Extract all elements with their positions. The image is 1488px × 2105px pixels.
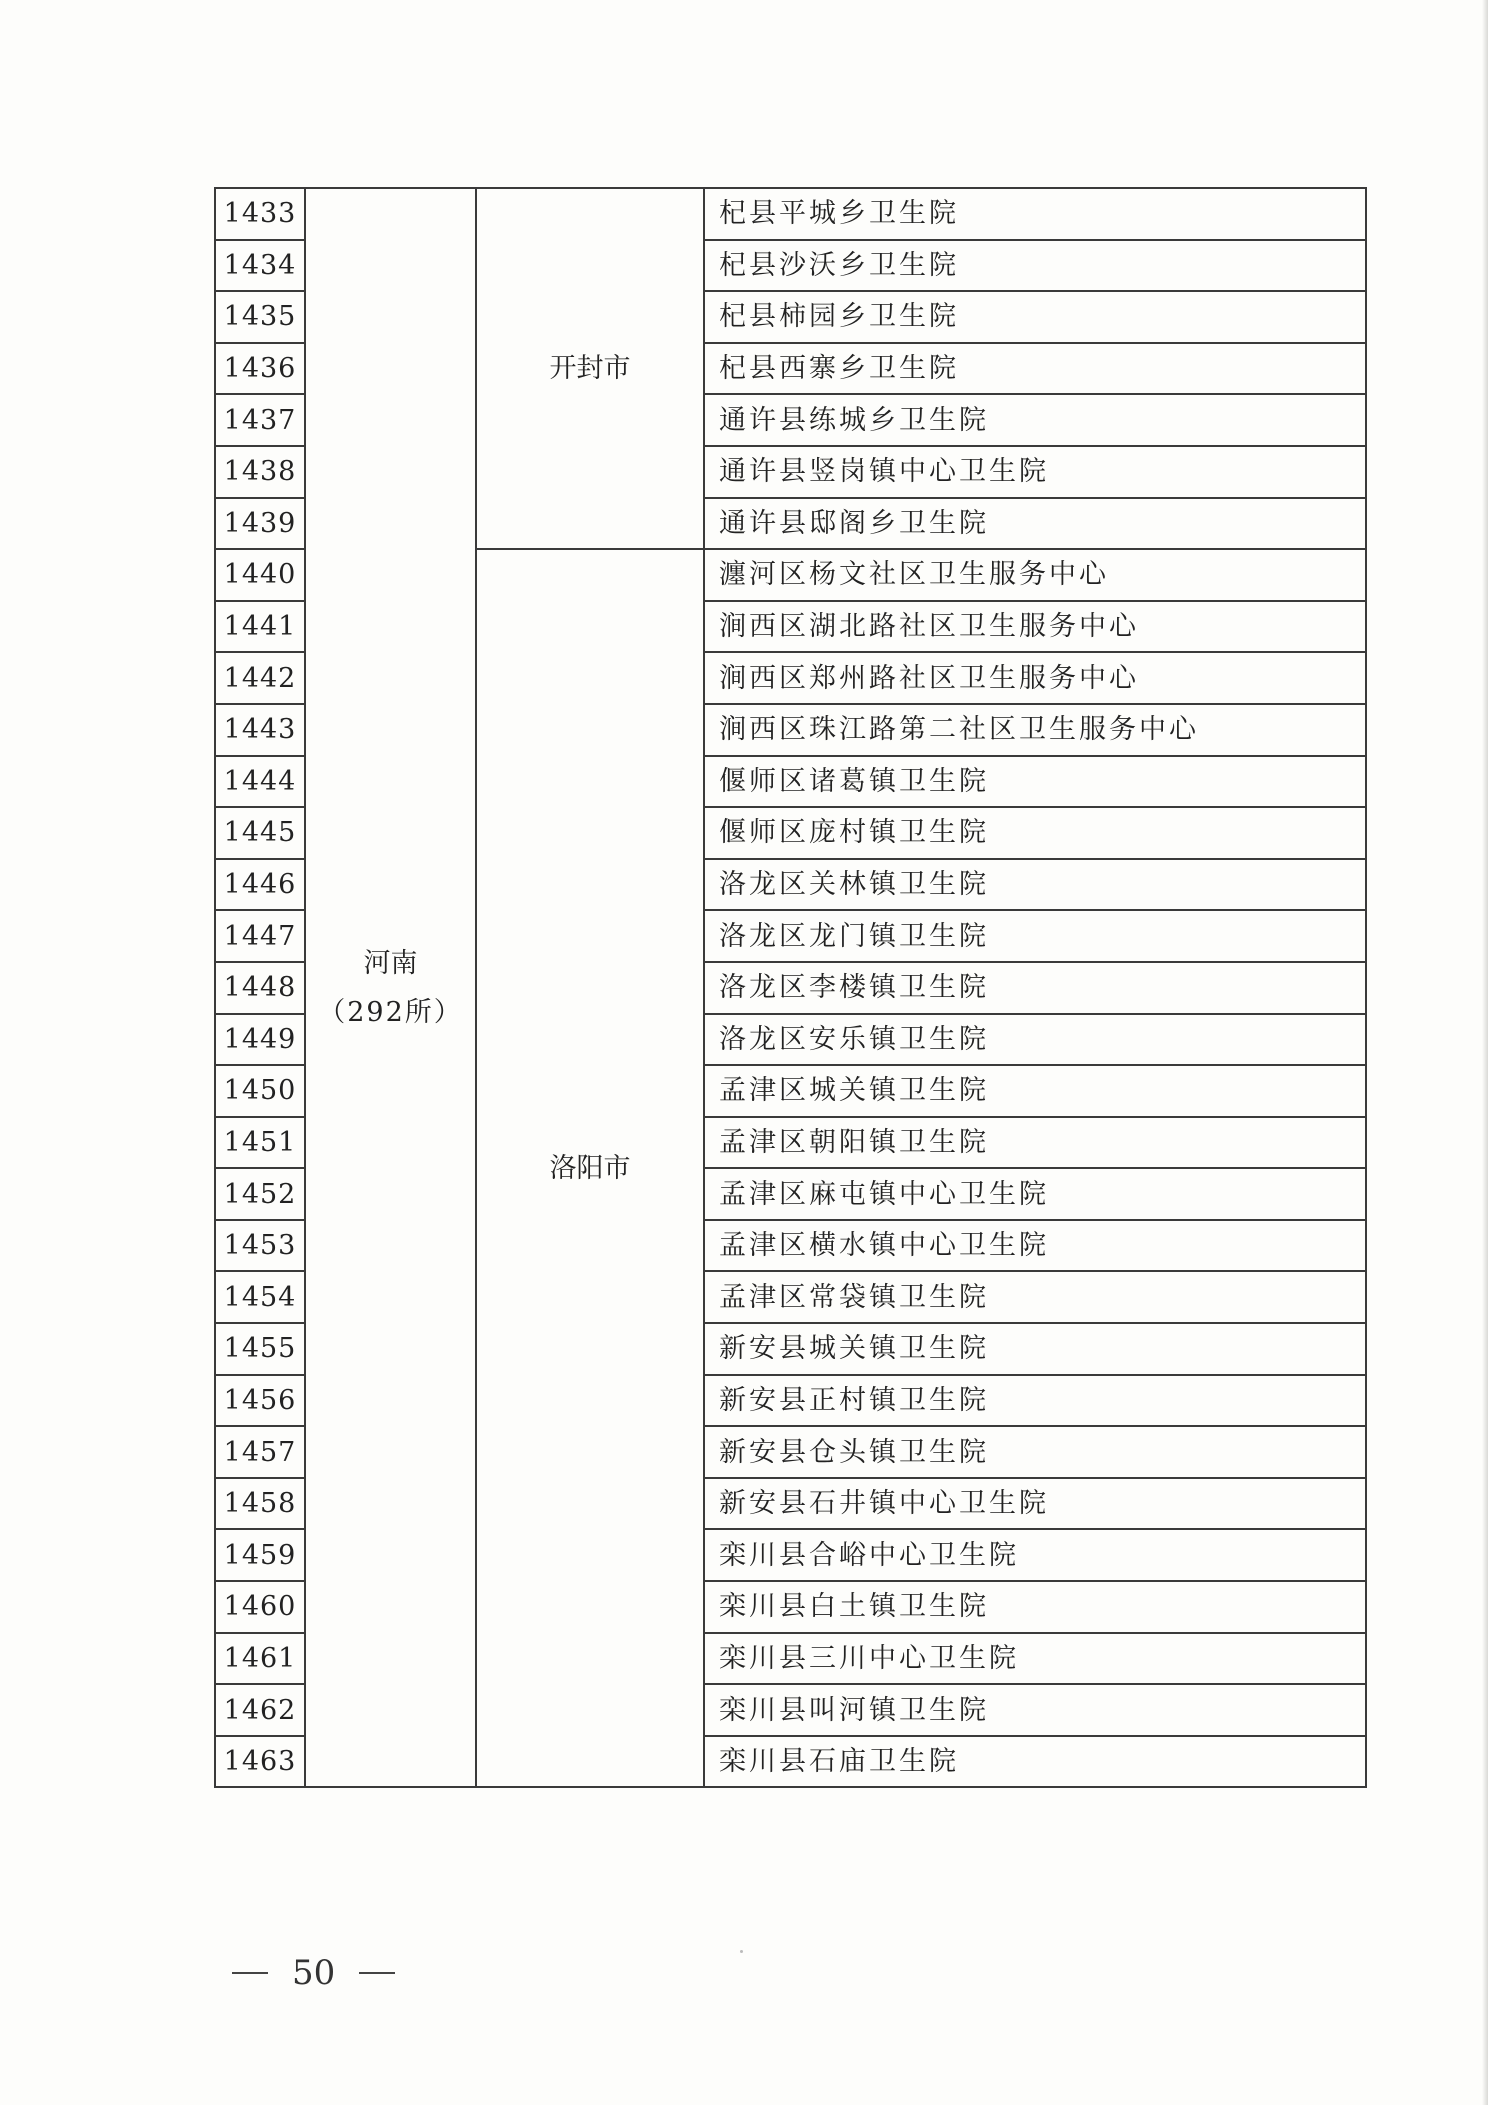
row-number: 1447	[215, 910, 305, 962]
hospital-name: 涧西区郑州路社区卫生服务中心	[704, 652, 1366, 704]
hospital-name: 通许县竖岗镇中心卫生院	[704, 446, 1366, 498]
province-count: （292所）	[318, 996, 463, 1028]
hospital-name: 杞县西寨乡卫生院	[704, 343, 1366, 395]
table-row	[215, 188, 1366, 240]
hospital-name: 偃师区诸葛镇卫生院	[704, 756, 1366, 808]
hospital-name: 偃师区庞村镇卫生院	[704, 807, 1366, 859]
row-number: 1457	[215, 1426, 305, 1478]
row-number: 1450	[215, 1065, 305, 1117]
row-number: 1451	[215, 1117, 305, 1169]
hospital-name: 杞县柿园乡卫生院	[704, 291, 1366, 343]
row-number: 1452	[215, 1168, 305, 1220]
hospital-name: 通许县练城乡卫生院	[704, 394, 1366, 446]
footer-dash-right	[359, 1972, 395, 1974]
hospital-name: 孟津区城关镇卫生院	[704, 1065, 1366, 1117]
row-number: 1458	[215, 1478, 305, 1530]
hospital-name: 洛龙区龙门镇卫生院	[704, 910, 1366, 962]
city-cell: 洛阳市	[476, 549, 704, 1787]
hospital-name: 栾川县石庙卫生院	[704, 1736, 1366, 1788]
hospital-name: 孟津区常袋镇卫生院	[704, 1271, 1366, 1323]
page-footer	[232, 1953, 395, 1993]
row-number: 1456	[215, 1375, 305, 1427]
row-number: 1433	[215, 188, 305, 240]
row-number: 1438	[215, 446, 305, 498]
row-number: 1455	[215, 1323, 305, 1375]
hospital-name: 栾川县叫河镇卫生院	[704, 1684, 1366, 1736]
row-number: 1437	[215, 394, 305, 446]
hospital-roster-table	[214, 187, 1367, 1788]
city-cell: 开封市	[476, 188, 704, 549]
hospital-name: 杞县平城乡卫生院	[704, 188, 1366, 240]
province-name: 河南	[363, 947, 418, 979]
hospital-name: 通许县邸阁乡卫生院	[704, 498, 1366, 550]
hospital-name: 洛龙区安乐镇卫生院	[704, 1014, 1366, 1066]
row-number: 1442	[215, 652, 305, 704]
hospital-name: 新安县石井镇中心卫生院	[704, 1478, 1366, 1530]
roster-body	[215, 188, 1366, 1787]
row-number: 1448	[215, 962, 305, 1014]
row-number: 1463	[215, 1736, 305, 1788]
scan-speck	[740, 1950, 743, 1953]
hospital-name: 新安县正村镇卫生院	[704, 1375, 1366, 1427]
hospital-name: 涧西区珠江路第二社区卫生服务中心	[704, 704, 1366, 756]
hospital-name: 栾川县三川中心卫生院	[704, 1633, 1366, 1685]
row-number: 1434	[215, 240, 305, 292]
row-number: 1443	[215, 704, 305, 756]
hospital-name: 栾川县白土镇卫生院	[704, 1581, 1366, 1633]
hospital-name: 孟津区朝阳镇卫生院	[704, 1117, 1366, 1169]
row-number: 1440	[215, 549, 305, 601]
hospital-name: 新安县城关镇卫生院	[704, 1323, 1366, 1375]
row-number: 1436	[215, 343, 305, 395]
row-number: 1445	[215, 807, 305, 859]
page-number: 50	[292, 1953, 336, 1993]
row-number: 1462	[215, 1684, 305, 1736]
hospital-name: 新安县仓头镇卫生院	[704, 1426, 1366, 1478]
row-number: 1460	[215, 1581, 305, 1633]
row-number: 1461	[215, 1633, 305, 1685]
hospital-name: 孟津区麻屯镇中心卫生院	[704, 1168, 1366, 1220]
hospital-name: 瀍河区杨文社区卫生服务中心	[704, 549, 1366, 601]
hospital-name: 洛龙区关林镇卫生院	[704, 859, 1366, 911]
hospital-name: 杞县沙沃乡卫生院	[704, 240, 1366, 292]
row-number: 1435	[215, 291, 305, 343]
hospital-name: 洛龙区李楼镇卫生院	[704, 962, 1366, 1014]
hospital-name: 栾川县合峪中心卫生院	[704, 1529, 1366, 1581]
row-number: 1449	[215, 1014, 305, 1066]
footer-dash-left	[232, 1972, 268, 1974]
row-number: 1441	[215, 601, 305, 653]
hospital-name: 孟津区横水镇中心卫生院	[704, 1220, 1366, 1272]
row-number: 1444	[215, 756, 305, 808]
row-number: 1454	[215, 1271, 305, 1323]
row-number: 1446	[215, 859, 305, 911]
row-number: 1453	[215, 1220, 305, 1272]
row-number: 1459	[215, 1529, 305, 1581]
row-number: 1439	[215, 498, 305, 550]
hospital-name: 涧西区湖北路社区卫生服务中心	[704, 601, 1366, 653]
scan-edge-shadow	[1482, 0, 1488, 2105]
province-cell	[305, 188, 476, 1787]
